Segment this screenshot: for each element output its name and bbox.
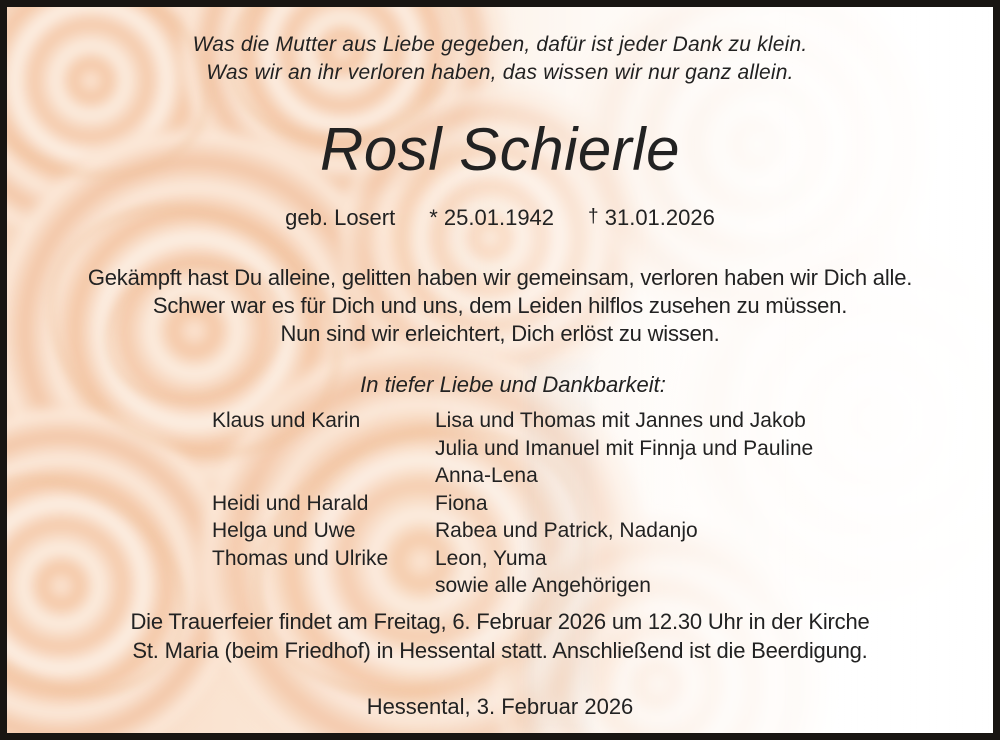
mourner-left: Helga und Uwe <box>212 519 356 542</box>
death-date: 31.01.2026 <box>604 205 715 230</box>
mourner-left <box>212 435 435 463</box>
place-date-line: Hessental, 3. Februar 2026 <box>366 694 634 719</box>
mourner-left <box>212 572 435 600</box>
quote-line-2: Was wir an ihr verloren haben, das wissen wir nur ganz allein. <box>206 61 794 84</box>
vital-dates-row <box>7 204 993 233</box>
tribute-text <box>7 264 993 348</box>
quote-line-1: Was die Mutter aus Liebe gegeben, dafür ist jeder Dank zu klein. <box>192 33 808 56</box>
funeral-line-2: St. Maria (beim Friedhof) in Hessental statt. Anschließend ist die Beerdigung. <box>132 638 868 663</box>
mourner-left: Heidi und Harald <box>212 491 369 515</box>
mourner-right: Fiona <box>435 491 488 515</box>
deceased-name: Rosl Schierle <box>320 116 680 183</box>
mourners-list <box>212 407 982 600</box>
funeral-announcement <box>7 607 993 665</box>
tribute-line-3: Nun sind wir erleichtert, Dich erlöst zu wissen. <box>280 321 720 346</box>
mourner-right: Julia und Imanuel mit Finnja und Pauline <box>435 436 814 460</box>
funeral-line-1: Die Trauerfeier findet am Freitag, 6. Februar 2026 um 12.30 Uhr in der Kirche <box>130 609 870 634</box>
death-entry <box>588 204 715 233</box>
closing-line: In tiefer Liebe und Dankbarkeit: <box>360 372 666 397</box>
mourner-left <box>212 462 435 490</box>
birth-star-icon: * <box>429 205 438 230</box>
maiden-name: geb. Losert <box>285 205 396 230</box>
mourner-right: Rabea und Patrick, Nadanjo <box>435 519 698 542</box>
mourner-right: Lisa und Thomas mit Jannes und Jakob <box>435 409 806 432</box>
tribute-line-1: Gekämpft hast Du alleine, gelitten haben wir gemeinsam, verloren haben wir Dich alle. <box>87 265 913 290</box>
birth-entry <box>429 204 554 233</box>
tribute-line-2: Schwer war es für Dich und uns, dem Leiden hilflos zusehen zu müssen. <box>152 293 848 318</box>
death-cross-icon: † <box>588 206 599 227</box>
mourner-right: Leon, Yuma <box>435 546 547 570</box>
birth-date: 25.01.1942 <box>443 205 555 230</box>
mourner-left: Thomas und Ulrike <box>212 546 389 570</box>
mourner-right: sowie alle Angehörigen <box>435 574 651 597</box>
mourner-left: Klaus und Karin <box>212 409 361 432</box>
opening-quote <box>7 31 993 87</box>
mourner-right: Anna-Lena <box>435 464 538 487</box>
